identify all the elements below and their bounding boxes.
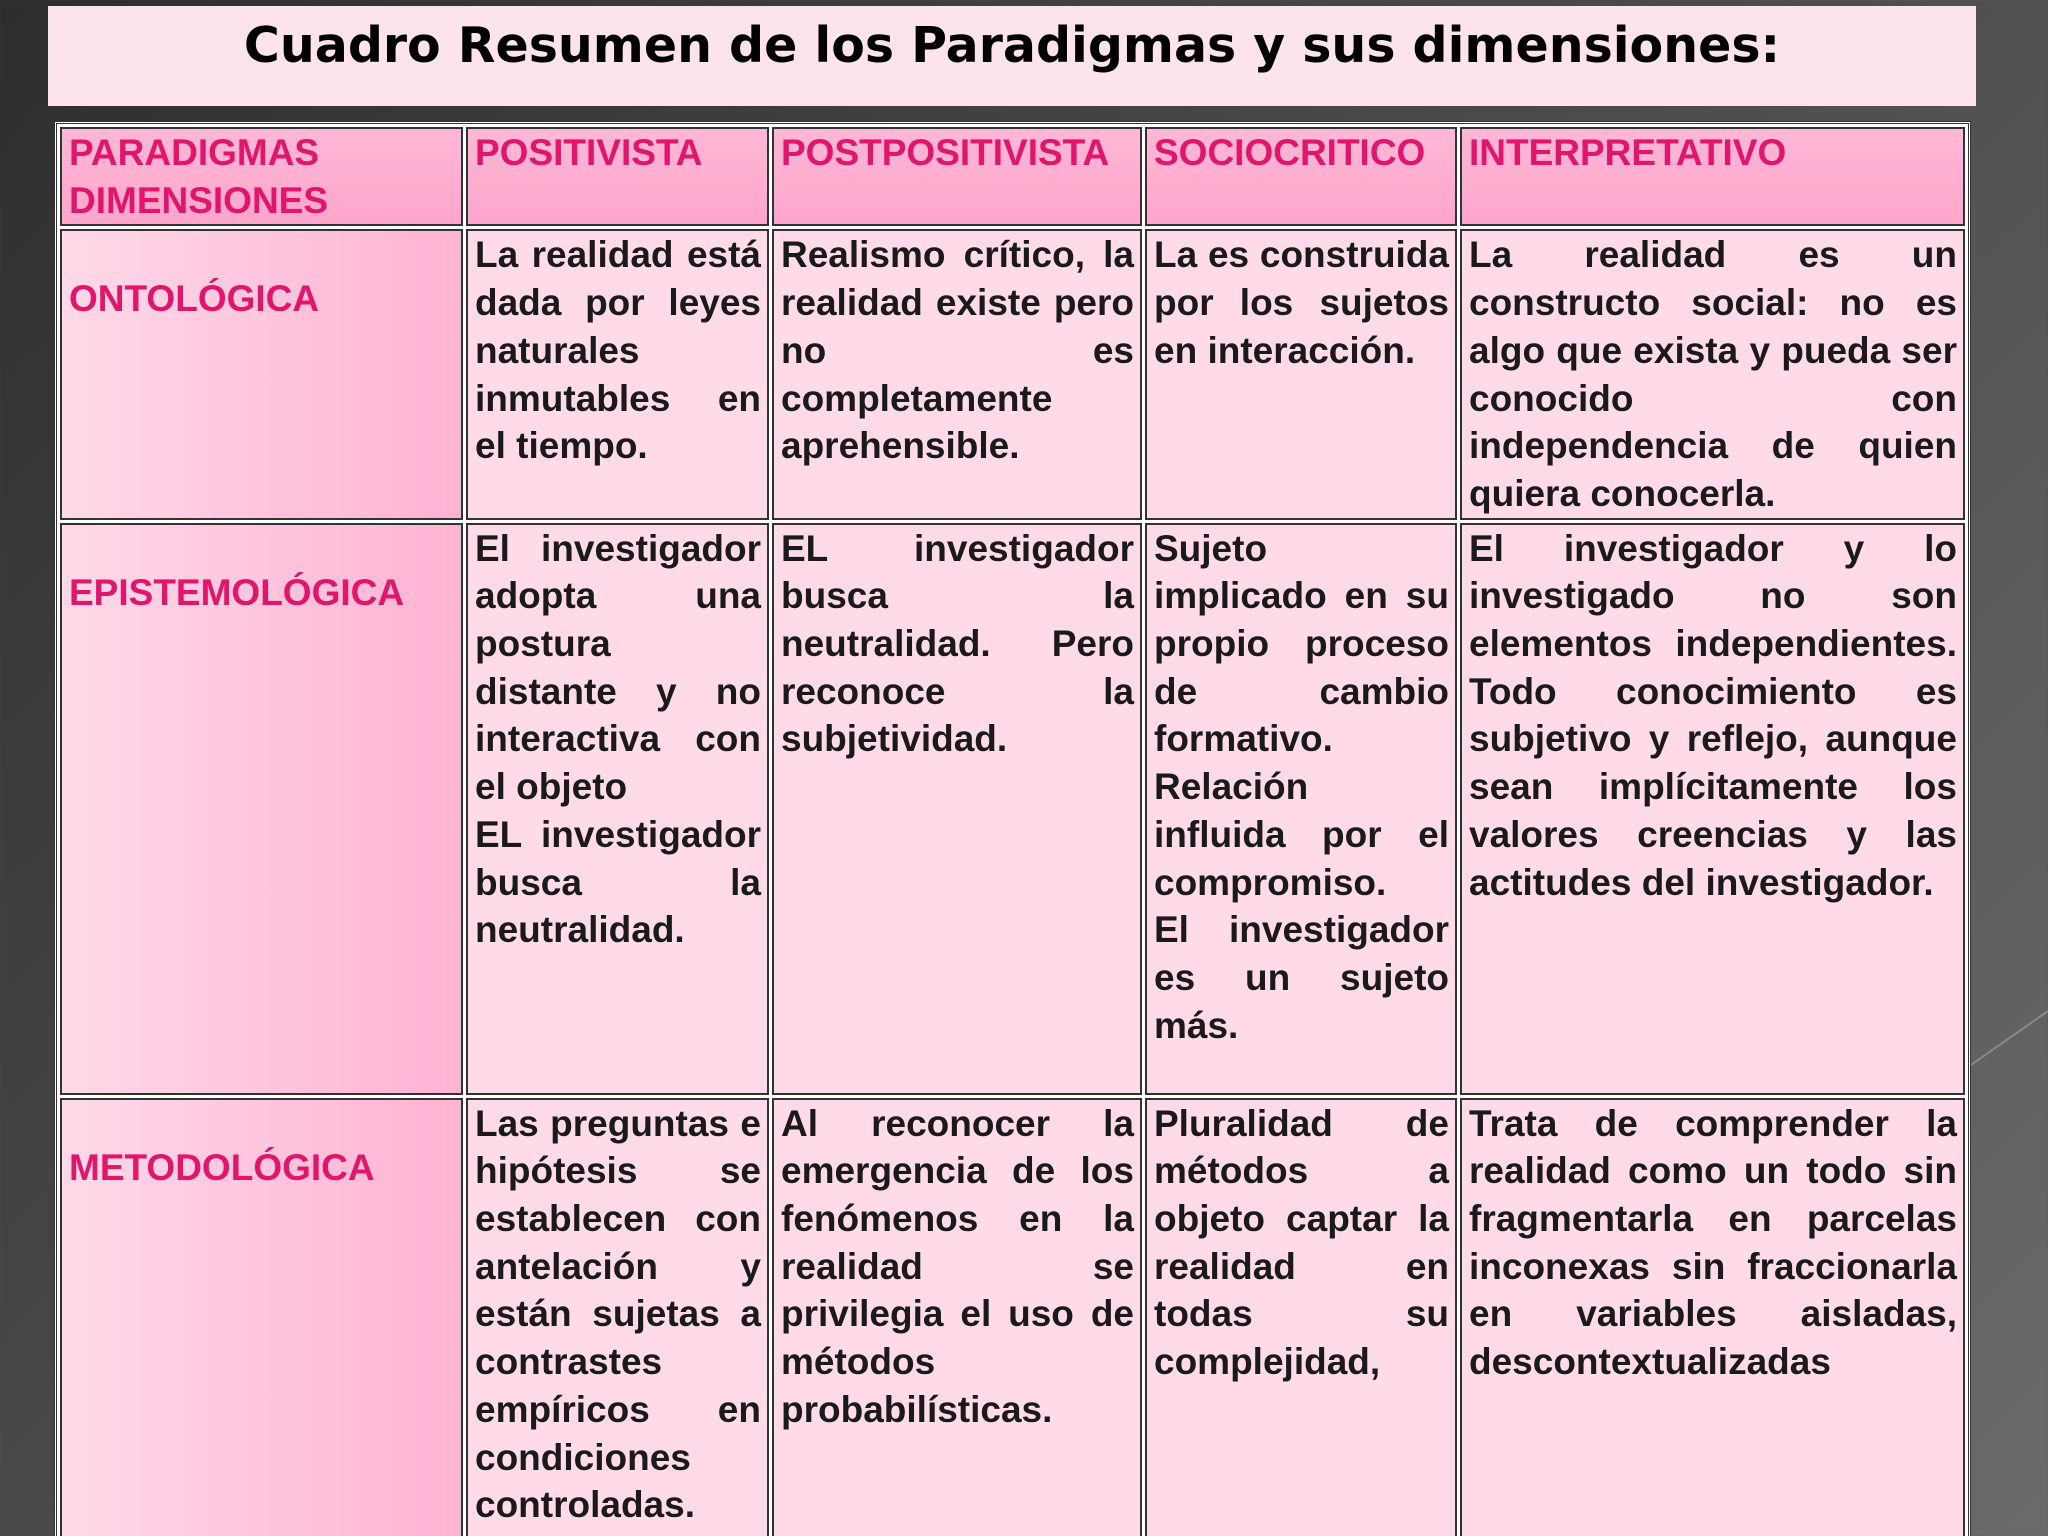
cell-metodologica-sociocritico: Pluralidad de métodos a objeto captar la realidad en todas su complejidad,: [1145, 1098, 1457, 1536]
cell-epistemologica-postpositivista: EL investigador busca la neutralidad. Pero reconoce la subjetividad.: [772, 523, 1142, 1095]
cell-metodologica-postpositivista: Al reconocer la emergencia de los fenómenos en la realidad se privilegia el uso de métodos probabilísticas.: [772, 1098, 1142, 1536]
cell-ontologica-positivista: La realidad está dada por leyes naturales inmutables en el tiempo.: [466, 229, 769, 519]
column-header-sociocritico: SOCIOCRITICO: [1145, 127, 1457, 226]
row-header-epistemologica: EPISTEMOLÓGICA: [60, 523, 463, 1095]
page-title: Cuadro Resumen de los Paradigmas y sus dimensiones:: [243, 17, 1781, 74]
cell-epistemologica-interpretativo: El investigador y lo investigado no son elementos independientes. Todo conocimiento es subjetivo y reflejo, aunque sean implícitamente los valores creencias y las actitudes del investigador.: [1460, 523, 1965, 1095]
paradigms-summary-table: [54, 121, 1971, 1536]
corner-label-paradigmas: PARADIGMAS: [69, 132, 320, 173]
table-row-ontologica: [60, 229, 1965, 519]
cell-ontologica-postpositivista: Realismo crítico, la realidad existe pero no es completamente aprehensible.: [772, 229, 1142, 519]
column-header-positivista: POSITIVISTA: [466, 127, 769, 226]
column-header-interpretativo: INTERPRETATIVO: [1460, 127, 1965, 226]
corner-header-cell: [60, 127, 463, 226]
row-header-metodologica: METODOLÓGICA: [60, 1098, 463, 1536]
title-banner: [48, 6, 1976, 106]
cell-epistemologica-positivista: El investigador adopta una postura distante y no interactiva con el objeto EL investigador busca la neutralidad.: [466, 523, 769, 1095]
cell-epistemologica-sociocritico: Sujeto implicado en su propio proceso de cambio formativo. Relación influida por el compromiso. El investigador es un sujeto más.: [1145, 523, 1457, 1095]
cell-ontologica-sociocritico: La es construida por los sujetos en interacción.: [1145, 229, 1457, 519]
row-header-ontologica: ONTOLÓGICA: [60, 229, 463, 519]
table-header-row: [60, 127, 1965, 226]
column-header-postpositivista: POSTPOSITIVISTA: [772, 127, 1142, 226]
cell-metodologica-positivista: Las preguntas e hipótesis se establecen con antelación y están sujetas a contrastes empíricos en condiciones controladas.: [466, 1098, 769, 1536]
table-row-epistemologica: [60, 523, 1965, 1095]
cell-metodologica-interpretativo: Trata de comprender la realidad como un todo sin fragmentarla en parcelas inconexas sin fraccionarla en variables aisladas, descontextualizadas: [1460, 1098, 1965, 1536]
cell-ontologica-interpretativo: La realidad es un constructo social: no es algo que exista y pueda ser conocido con independencia de quien quiera conocerla.: [1460, 229, 1965, 519]
corner-label-dimensiones: DIMENSIONES: [69, 179, 329, 221]
table-row-metodologica: [60, 1098, 1965, 1536]
